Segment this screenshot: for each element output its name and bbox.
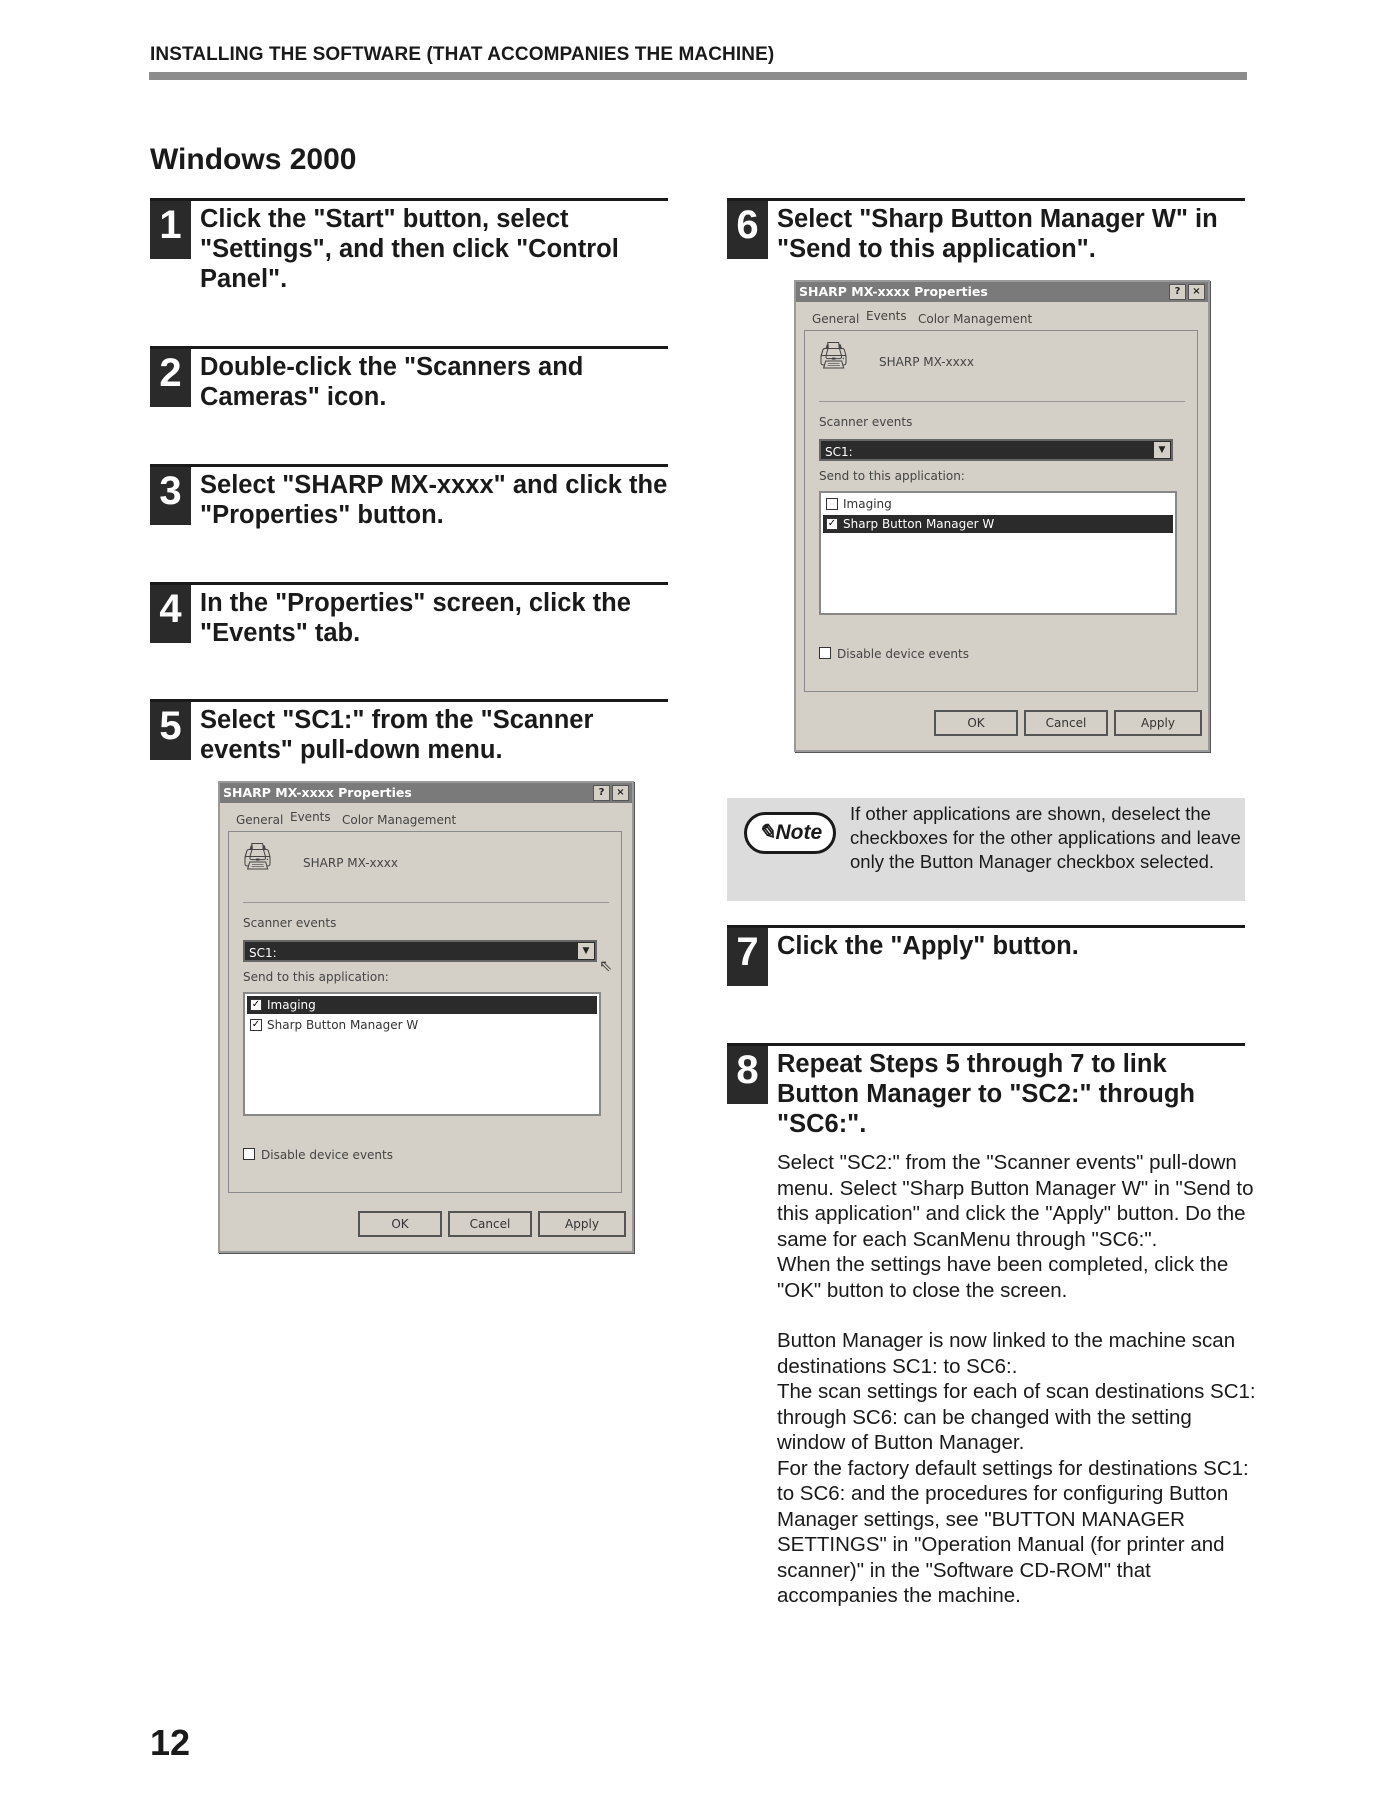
- step-number: 8: [727, 1046, 768, 1104]
- help-button[interactable]: ?: [593, 785, 610, 801]
- header-rule: [149, 72, 1247, 80]
- note-box: [727, 798, 1245, 901]
- step-text: Select "Sharp Button Manager W" in "Send to this application".: [777, 205, 1218, 263]
- tab-events[interactable]: Events: [866, 309, 907, 323]
- send-to-label: Send to this application:: [819, 469, 965, 483]
- scanner-events-label: Scanner events: [819, 415, 913, 429]
- dialog-titlebar: SHARP MX-xxxx Properties: [796, 282, 1208, 302]
- step-text: In the "Properties" screen, click the "Events" tab.: [200, 589, 631, 647]
- disable-events-label: Disable device events: [261, 1148, 393, 1162]
- tab-color-management[interactable]: Color Management: [342, 813, 457, 827]
- properties-dialog-step6: [794, 280, 1210, 752]
- paragraph: When the settings have been completed, click the "OK" button to close the screen.: [777, 1253, 1229, 1302]
- note-label: Note: [775, 821, 823, 844]
- step-number: 6: [727, 201, 768, 259]
- disable-events-checkbox[interactable]: [819, 647, 969, 661]
- checkbox-checked[interactable]: ✓: [827, 518, 837, 529]
- step-2: [150, 346, 668, 411]
- chevron-down-icon[interactable]: ▼: [1154, 442, 1170, 458]
- device-name: SHARP MX-xxxx: [879, 355, 974, 369]
- paragraph: The scan settings for each of scan destinations SC1: through SC6: can be changed with the setting window of Button Manager.: [777, 1380, 1256, 1454]
- tab-general[interactable]: General: [236, 813, 284, 827]
- step-number: 4: [150, 585, 191, 643]
- disable-events-label: Disable device events: [837, 647, 969, 661]
- step-3: [150, 464, 668, 529]
- section-title: Windows 2000: [150, 143, 357, 176]
- step-text: Select "SC1:" from the "Scanner events" pull-down menu.: [200, 706, 594, 764]
- tab-general[interactable]: General: [812, 312, 860, 326]
- list-item[interactable]: [247, 996, 597, 1014]
- divider: [819, 401, 1185, 402]
- step-number: 5: [150, 702, 191, 760]
- selected-event: SC1:: [249, 946, 277, 960]
- note-badge: [744, 812, 836, 854]
- apply-button[interactable]: Apply: [1114, 710, 1202, 736]
- step-text: Click the "Start" button, select "Settings", and then click "Control Panel".: [200, 205, 619, 293]
- selected-event: SC1:: [825, 445, 853, 459]
- step-text: Select "SHARP MX-xxxx" and click the "Properties" button.: [200, 471, 668, 529]
- step-number: 7: [727, 928, 768, 986]
- properties-dialog-step5: [218, 781, 634, 1253]
- close-button[interactable]: ×: [1188, 284, 1205, 300]
- step-text: Repeat Steps 5 through 7 to link Button Manager to "SC2:" through "SC6:".: [777, 1050, 1195, 1138]
- events-panel: [228, 831, 622, 1193]
- device-name: SHARP MX-xxxx: [303, 856, 398, 870]
- dialog-titlebar: SHARP MX-xxxx Properties: [220, 783, 632, 803]
- apply-button[interactable]: Apply: [538, 1211, 626, 1237]
- checkbox-checked[interactable]: ✓: [251, 1019, 261, 1030]
- disable-events-checkbox[interactable]: [243, 1148, 393, 1162]
- app-name: Sharp Button Manager W: [267, 1018, 419, 1032]
- step-6: [727, 198, 1245, 263]
- running-header: INSTALLING THE SOFTWARE (THAT ACCOMPANIES THE MACHINE): [150, 44, 775, 65]
- scanner-events-select[interactable]: [819, 439, 1173, 461]
- page-number: 12: [150, 1722, 191, 1763]
- checkbox-unchecked[interactable]: [243, 1148, 255, 1160]
- scanner-events-label: Scanner events: [243, 916, 337, 930]
- chevron-down-icon[interactable]: ▼: [578, 943, 594, 959]
- step-8: [727, 1043, 1245, 1138]
- step-8-body: [777, 1150, 1257, 1609]
- step-number: 3: [150, 467, 191, 525]
- step-number: 1: [150, 201, 191, 259]
- app-name: Sharp Button Manager W: [843, 517, 995, 531]
- cancel-button[interactable]: Cancel: [448, 1211, 532, 1237]
- checkbox-unchecked[interactable]: [819, 647, 831, 659]
- paragraph: Button Manager is now linked to the machine scan destinations SC1: to SC6:.: [777, 1329, 1236, 1378]
- note-text: If other applications are shown, deselect the checkboxes for the other applications and leave only the Button Manager checkbox selected.: [850, 803, 1241, 872]
- scanner-events-select[interactable]: [243, 940, 597, 962]
- app-name: Imaging: [267, 998, 316, 1012]
- divider: [243, 902, 609, 903]
- step-text: Click the "Apply" button.: [777, 932, 1079, 960]
- close-button[interactable]: ×: [612, 785, 629, 801]
- list-item[interactable]: [247, 1016, 597, 1034]
- step-4: [150, 582, 668, 647]
- help-button[interactable]: ?: [1169, 284, 1186, 300]
- scanner-icon: 🖨: [241, 842, 275, 872]
- ok-button[interactable]: OK: [358, 1211, 442, 1237]
- tab-events[interactable]: Events: [290, 810, 331, 824]
- list-item[interactable]: [823, 495, 1173, 513]
- tab-color-management[interactable]: Color Management: [918, 312, 1033, 326]
- checkbox-unchecked[interactable]: [826, 498, 838, 510]
- send-to-label: Send to this application:: [243, 970, 389, 984]
- checkbox-checked[interactable]: ✓: [251, 999, 261, 1010]
- app-name: Imaging: [843, 497, 892, 511]
- spacer: [777, 1303, 1257, 1328]
- step-7: [727, 925, 1245, 974]
- pencil-icon: ✎: [757, 821, 776, 844]
- step-5: [150, 699, 668, 764]
- application-list: [819, 491, 1177, 615]
- paragraph: Select "SC2:" from the "Scanner events" pull-down menu. Select "Sharp Button Manager W" in "Send to this application" and click the "Apply" button. Do the same for each ScanMenu through "SC6:".: [777, 1151, 1254, 1251]
- step-text: Double-click the "Scanners and Cameras" icon.: [200, 353, 584, 411]
- step-number: 2: [150, 349, 191, 407]
- application-list: [243, 992, 601, 1116]
- step-1: [150, 198, 668, 293]
- mouse-cursor-icon: ⇖: [599, 956, 613, 975]
- paragraph: For the factory default settings for destinations SC1: to SC6: and the procedures for configuring Button Manager settings, see "BUTTON MANAGER SETTINGS" in "Operation Manual (for printer and scanner)" in the "Software CD-ROM" that accompanies the machine.: [777, 1456, 1249, 1607]
- list-item[interactable]: [823, 515, 1173, 533]
- events-panel: [804, 330, 1198, 692]
- scanner-icon: 🖨: [817, 341, 851, 371]
- cancel-button[interactable]: Cancel: [1024, 710, 1108, 736]
- ok-button[interactable]: OK: [934, 710, 1018, 736]
